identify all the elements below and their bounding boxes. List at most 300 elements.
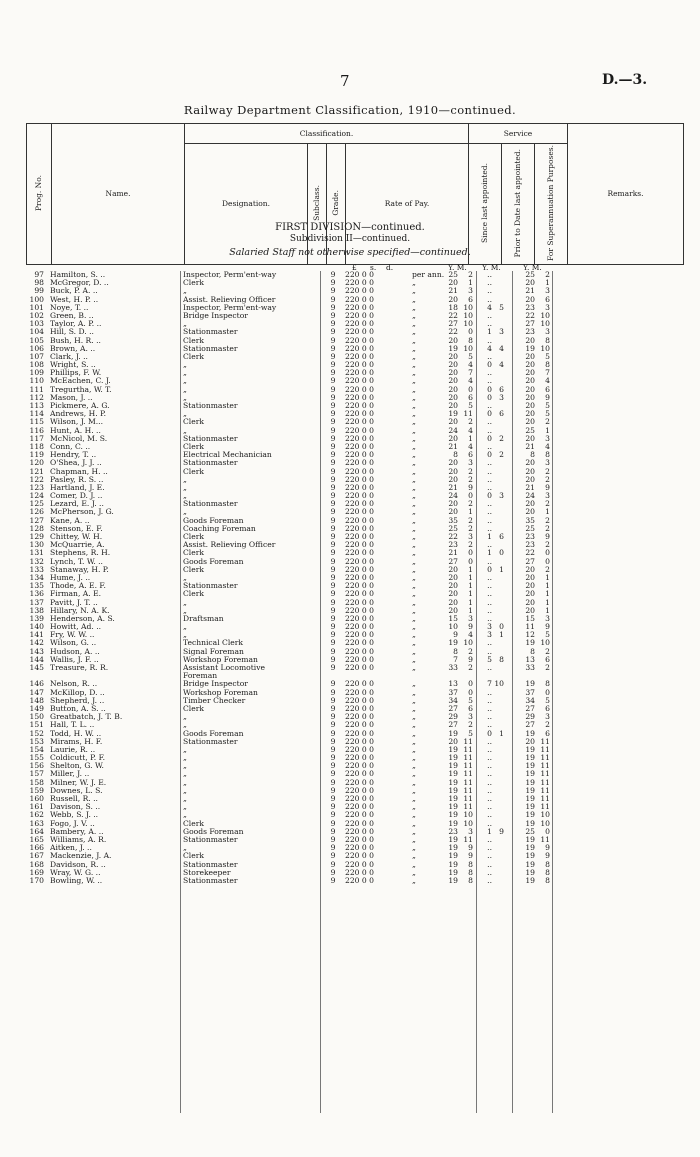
cell-super-months: 1 <box>545 507 550 517</box>
cell-rate-of-pay: 220 0 0 <box>345 302 374 312</box>
cell-pay-period: „ <box>412 589 416 599</box>
cell-prior-years: .. <box>487 466 492 476</box>
cell-super-years: 27 <box>525 556 535 566</box>
cell-super-months: 11 <box>540 785 550 795</box>
cell-prior-months: 0 <box>499 548 504 558</box>
cell-designation: „ <box>183 369 187 378</box>
cell-super-years: 19 <box>525 859 535 869</box>
cell-rate-of-pay: 220 0 0 <box>345 278 374 288</box>
cell-designation: Clerk <box>183 336 204 345</box>
cell-super-months: 3 <box>545 302 550 312</box>
cell-prog-no: 137 <box>29 597 44 607</box>
cell-prog-no: 102 <box>29 310 44 320</box>
cell-prog-no: 108 <box>29 360 44 370</box>
cell-designation: Clerk <box>183 704 204 713</box>
cell-service-months: 0 <box>468 556 473 566</box>
cell-prior-years: .. <box>487 646 492 656</box>
cell-rate-of-pay: 220 0 0 <box>345 867 374 877</box>
cell-service-years: 19 <box>448 785 458 795</box>
cell-designation: „ <box>183 803 187 812</box>
cell-super-years: 19 <box>525 802 535 812</box>
cell-service-months: 2 <box>468 466 473 476</box>
cell-service-years: 13 <box>448 679 458 689</box>
cell-designation: Stationmaster <box>183 402 238 410</box>
cell-prog-no: 160 <box>29 794 44 803</box>
cell-pay-period: „ <box>412 425 416 435</box>
cell-super-months: 3 <box>545 286 550 296</box>
cell-name: McEachen, C. J. <box>50 377 111 386</box>
cell-prog-no: 111 <box>29 384 44 394</box>
cell-service-months: 3 <box>468 826 473 836</box>
cell-super-years: 22 <box>525 310 535 320</box>
cell-super-months: 10 <box>540 310 550 320</box>
cell-prog-no: 129 <box>29 532 44 541</box>
cell-rate-of-pay: 220 0 0 <box>345 834 374 844</box>
cell-designation: Clerk <box>183 352 204 361</box>
cell-pay-period: „ <box>412 834 416 844</box>
cell-service-years: 19 <box>448 859 458 869</box>
cell-service-months: 1 <box>468 589 473 599</box>
cell-prog-no: 104 <box>29 327 44 337</box>
cell-prog-no: 153 <box>29 736 44 746</box>
cell-prior-years: .. <box>487 589 492 599</box>
cell-prog-no: 165 <box>29 834 44 844</box>
cell-pay-period: „ <box>412 851 416 861</box>
cell-grade: 9 <box>330 507 336 517</box>
cell-name: Thode, A. E. F. <box>50 582 106 591</box>
cell-pay-period: „ <box>412 392 416 402</box>
cell-designation: Clerk <box>183 852 204 861</box>
cell-rate-of-pay: 220 0 0 <box>345 597 374 607</box>
cell-designation: Workshop Foreman <box>183 655 258 664</box>
cell-prog-no: 110 <box>29 376 44 386</box>
cell-prior-years: .. <box>487 270 492 279</box>
cell-service-months: 0 <box>468 687 473 697</box>
header-grade: Grade. <box>327 144 346 265</box>
cell-prior-years: 0 <box>487 384 492 394</box>
cell-service-months: 7 <box>468 368 473 378</box>
cell-super-years: 21 <box>525 482 535 492</box>
cell-service-months: 2 <box>468 499 473 509</box>
cell-name: Comer, D. J. .. <box>50 492 103 501</box>
cell-prog-no: 151 <box>29 720 44 730</box>
cell-service-years: 20 <box>448 278 458 288</box>
cell-prior-years: .. <box>487 507 492 517</box>
cell-name: Tregurtha, W. T. <box>50 385 112 394</box>
cell-grade: 9 <box>330 310 336 320</box>
cell-service-years: 19 <box>448 802 458 812</box>
cell-prog-no: 139 <box>29 613 44 623</box>
cell-service-years: 19 <box>448 343 458 353</box>
cell-name: O'Shea, J. J. .. <box>50 459 102 468</box>
cell-service-months: 11 <box>463 769 473 779</box>
cell-rate-of-pay: 220 0 0 <box>345 327 374 337</box>
cell-service-months: 4 <box>468 360 473 370</box>
cell-prior-years: .. <box>487 867 492 877</box>
cell-prior-months: 10 <box>494 679 504 689</box>
cell-name: Wilson, G. .. <box>50 639 97 648</box>
cell-super-years: 23 <box>525 302 535 312</box>
cell-super-months: 10 <box>540 319 550 329</box>
cell-super-years: 21 <box>525 286 535 296</box>
cell-prog-no: 150 <box>29 712 44 722</box>
cell-prior-years: .. <box>487 695 492 705</box>
cell-name: Wilson, J. M... <box>50 418 104 427</box>
cell-prior-years: .. <box>487 515 492 525</box>
cell-super-years: 19 <box>525 761 535 771</box>
cell-prog-no: 162 <box>29 810 44 820</box>
cell-service-years: 22 <box>448 310 458 320</box>
cell-designation: Stationmaster <box>183 835 238 844</box>
cell-designation: „ <box>183 385 187 394</box>
cell-super-months: 0 <box>545 556 550 566</box>
cell-service-months: 1 <box>468 572 473 582</box>
cell-grade: 9 <box>330 278 336 288</box>
cell-service-years: 20 <box>448 458 458 468</box>
cell-pay-period: „ <box>412 335 416 345</box>
cell-service-months: 0 <box>468 679 473 689</box>
cell-service-months: 2 <box>468 270 473 279</box>
cell-pay-period: „ <box>412 433 416 443</box>
cell-designation: Goods Foreman <box>183 827 244 836</box>
cell-designation: „ <box>183 754 187 763</box>
cell-super-months: 2 <box>545 646 550 656</box>
cell-name: Mirams, H. F. <box>50 737 103 746</box>
cell-super-years: 20 <box>525 507 535 517</box>
cell-service-years: 8 <box>453 646 458 656</box>
cell-rate-of-pay: 220 0 0 <box>345 794 374 803</box>
cell-grade: 9 <box>330 270 336 279</box>
cell-service-months: 0 <box>468 548 473 558</box>
cell-prog-no: 114 <box>29 409 44 419</box>
cell-designation: „ <box>183 770 187 779</box>
cell-super-months: 3 <box>545 613 550 623</box>
cell-service-years: 19 <box>448 843 458 853</box>
cell-service-years: 21 <box>448 286 458 296</box>
cell-grade: 9 <box>330 785 336 795</box>
cell-grade: 9 <box>330 654 336 664</box>
cell-designation: Stationmaster <box>183 582 238 591</box>
cell-grade: 9 <box>330 728 336 738</box>
cell-super-months: 1 <box>545 581 550 591</box>
cell-name: Miller, J. .. <box>50 770 90 779</box>
cell-designation: „ <box>183 393 187 402</box>
cell-rate-of-pay: 220 0 0 <box>345 769 374 779</box>
cell-pay-period: „ <box>412 761 416 771</box>
cell-prior-years: 0 <box>487 450 492 460</box>
cell-service-years: 20 <box>448 360 458 370</box>
cell-super-years: 19 <box>525 875 535 885</box>
cell-service-months: 6 <box>468 450 473 460</box>
cell-service-years: 20 <box>448 581 458 591</box>
cell-designation: Clerk <box>183 565 204 574</box>
cell-grade: 9 <box>330 360 336 370</box>
page-reference: D.—3. <box>602 72 648 88</box>
cell-designation: Technical Clerk <box>183 639 244 648</box>
cell-super-years: 20 <box>525 736 535 746</box>
cell-grade: 9 <box>330 859 336 869</box>
cell-grade: 9 <box>330 769 336 779</box>
cell-super-months: 8 <box>545 360 550 370</box>
cell-prior-years: .. <box>487 703 492 713</box>
cell-name: Pavitt, J. T. .. <box>50 598 98 607</box>
cell-prog-no: 97 <box>34 270 44 279</box>
cell-prog-no: 166 <box>29 843 44 853</box>
cell-service-months: 1 <box>468 433 473 443</box>
cell-super-years: 20 <box>525 360 535 370</box>
cell-grade: 9 <box>330 720 336 730</box>
cell-service-years: 34 <box>448 695 458 705</box>
cell-service-months: 2 <box>468 663 473 672</box>
cell-prior-years: .. <box>487 744 492 754</box>
cell-prior-months: 1 <box>499 630 504 640</box>
cell-grade: 9 <box>330 491 336 501</box>
cell-name: Chapman, H. .. <box>50 467 108 476</box>
cell-name: Mackenzie, J. A. <box>50 852 112 861</box>
cell-service-years: 20 <box>448 384 458 394</box>
cell-designation: Bridge Inspector <box>183 311 248 320</box>
cell-designation: Clerk <box>183 279 204 288</box>
cell-grade: 9 <box>330 474 336 484</box>
cell-service-years: 21 <box>448 441 458 451</box>
cell-service-months: 11 <box>463 777 473 787</box>
cell-service-years: 27 <box>448 720 458 730</box>
cell-service-years: 22 <box>448 532 458 541</box>
cell-grade: 9 <box>330 638 336 648</box>
cell-name: Buck, P. A. .. <box>50 287 98 296</box>
cell-service-years: 20 <box>448 401 458 410</box>
cell-prior-years: 0 <box>487 409 492 419</box>
cell-rate-of-pay: 220 0 0 <box>345 335 374 345</box>
cell-super-months: 6 <box>545 703 550 713</box>
cell-pay-period: „ <box>412 343 416 353</box>
cell-prog-no: 127 <box>29 515 44 525</box>
cell-designation: „ <box>183 410 187 419</box>
cell-super-months: 9 <box>545 532 550 541</box>
cell-service-years: 27 <box>448 319 458 329</box>
cell-rate-of-pay: 220 0 0 <box>345 482 374 492</box>
cell-super-months: 8 <box>545 875 550 885</box>
cell-designation: Coaching Foreman <box>183 524 256 533</box>
cell-pay-period: „ <box>412 663 416 672</box>
cell-super-months: 9 <box>545 482 550 492</box>
cell-rate-of-pay: 220 0 0 <box>345 401 374 410</box>
cell-super-months: 2 <box>545 474 550 484</box>
cell-prior-months: 1 <box>499 728 504 738</box>
cell-grade: 9 <box>330 343 336 353</box>
cell-rate-of-pay: 220 0 0 <box>345 777 374 787</box>
cell-service-years: 9 <box>453 630 458 640</box>
cell-super-months: 0 <box>545 687 550 697</box>
cell-super-years: 20 <box>525 589 535 599</box>
cell-super-years: 20 <box>525 597 535 607</box>
cell-name: Coldicutt, P. F. <box>50 754 106 763</box>
cell-service-months: 1 <box>468 605 473 615</box>
cell-grade: 9 <box>330 761 336 771</box>
cell-super-months: 1 <box>545 589 550 599</box>
cell-service-years: 19 <box>448 875 458 885</box>
cell-pay-period: „ <box>412 556 416 566</box>
cell-name: Andrews, H. P. <box>50 410 107 419</box>
cell-service-months: 2 <box>468 720 473 730</box>
cell-prior-years: .. <box>487 843 492 853</box>
cell-super-months: 5 <box>545 409 550 419</box>
cell-designation: Goods Foreman <box>183 557 244 566</box>
cell-designation: Foreman <box>183 672 218 681</box>
cell-service-years: 20 <box>448 507 458 517</box>
cell-name: Wray, W. G. .. <box>50 868 101 877</box>
cell-pay-period: „ <box>412 286 416 296</box>
cell-grade: 9 <box>330 753 336 763</box>
cell-prog-no: 147 <box>29 687 44 697</box>
cell-prior-years: .. <box>487 368 492 378</box>
cell-prior-years: .. <box>487 736 492 746</box>
cell-grade: 9 <box>330 843 336 853</box>
cell-rate-of-pay: 220 0 0 <box>345 466 374 476</box>
cell-service-years: 19 <box>448 777 458 787</box>
unit-pound: £ <box>352 263 357 272</box>
cell-grade: 9 <box>330 777 336 787</box>
cell-super-months: 8 <box>545 679 550 689</box>
cell-prog-no: 105 <box>29 335 44 345</box>
cell-pay-period: „ <box>412 794 416 803</box>
cell-designation: „ <box>183 483 187 492</box>
cell-pay-period: „ <box>412 753 416 763</box>
cell-super-months: 0 <box>545 826 550 836</box>
cell-prog-no: 163 <box>29 818 44 828</box>
cell-service-months: 11 <box>463 753 473 763</box>
cell-grade: 9 <box>330 834 336 844</box>
cell-service-months: 11 <box>463 744 473 754</box>
cell-rate-of-pay: 220 0 0 <box>345 695 374 705</box>
cell-service-months: 6 <box>468 294 473 304</box>
cell-super-years: 19 <box>525 785 535 795</box>
cell-prior-years: .. <box>487 556 492 566</box>
cell-super-years: 23 <box>525 327 535 337</box>
cell-rate-of-pay: 220 0 0 <box>345 310 374 320</box>
cell-super-years: 25 <box>525 425 535 435</box>
cell-grade: 9 <box>330 703 336 713</box>
cell-service-months: 4 <box>468 441 473 451</box>
cell-name: Bush, H. R. .. <box>50 336 101 345</box>
cell-pay-period: „ <box>412 540 416 550</box>
cell-pay-period: „ <box>412 736 416 746</box>
cell-super-months: 11 <box>540 777 550 787</box>
cell-grade: 9 <box>330 712 336 722</box>
cell-service-years: 20 <box>448 605 458 615</box>
cell-prog-no: 169 <box>29 867 44 877</box>
cell-service-months: 5 <box>468 351 473 361</box>
cell-rate-of-pay: 220 0 0 <box>345 507 374 517</box>
cell-service-months: 6 <box>468 392 473 402</box>
cell-rate-of-pay: 220 0 0 <box>345 441 374 451</box>
cell-rate-of-pay: 220 0 0 <box>345 548 374 558</box>
cell-name: Chittey, W. H. <box>50 533 103 541</box>
cell-designation: Assist. Relieving Officer <box>183 295 276 304</box>
cell-prog-no: 115 <box>29 417 44 427</box>
cell-name: Treasure, R. R. <box>50 664 109 672</box>
cell-name: Hillary, N. A. K. <box>50 606 110 615</box>
cell-service-years: 20 <box>448 351 458 361</box>
cell-pay-period: „ <box>412 482 416 492</box>
cell-prog-no: 116 <box>29 425 44 435</box>
cell-designation: „ <box>183 598 187 607</box>
cell-super-months: 7 <box>545 368 550 378</box>
cell-prog-no: 134 <box>29 572 44 582</box>
cell-prog-no: 103 <box>29 319 44 329</box>
cell-prog-no: 106 <box>29 343 44 353</box>
cell-name: Hartland, J. E. <box>50 483 105 492</box>
cell-pay-period: „ <box>412 712 416 722</box>
cell-super-years: 35 <box>525 515 535 525</box>
cell-prog-no: 141 <box>29 630 44 640</box>
cell-pay-period: „ <box>412 319 416 329</box>
cell-service-years: 20 <box>448 499 458 509</box>
cell-super-months: 2 <box>545 515 550 525</box>
cell-grade: 9 <box>330 319 336 329</box>
cell-designation: Workshop Foreman <box>183 688 258 697</box>
unit-service-ym: Y. M. <box>448 263 467 272</box>
cell-rate-of-pay: 220 0 0 <box>345 744 374 754</box>
unit-prior-ym: Y. M. <box>482 263 501 272</box>
cell-grade: 9 <box>330 482 336 492</box>
cell-pay-period: „ <box>412 515 416 525</box>
table-row <box>0 664 700 672</box>
cell-rate-of-pay: 220 0 0 <box>345 409 374 419</box>
cell-name: Wallis, J. F. .. <box>50 655 99 664</box>
cell-super-months: 8 <box>545 859 550 869</box>
cell-pay-period: „ <box>412 401 416 410</box>
cell-service-months: 11 <box>463 736 473 746</box>
cell-name: Phillips, F. W. <box>50 369 102 378</box>
cell-service-months: 9 <box>468 622 473 632</box>
cell-rate-of-pay: 220 0 0 <box>345 663 374 672</box>
cell-name: Firman, A. E. <box>50 590 102 599</box>
cell-name: Shepherd, J. .. <box>50 696 105 705</box>
cell-prior-years: .. <box>487 761 492 771</box>
cell-name: Davidson, R. .. <box>50 860 106 869</box>
cell-name: West, H. P. .. <box>50 295 99 304</box>
cell-grade: 9 <box>330 695 336 705</box>
cell-super-months: 11 <box>540 834 550 844</box>
cell-pay-period: „ <box>412 417 416 427</box>
header-subclass: Subclass. <box>308 144 327 265</box>
cell-designation: Clerk <box>183 533 204 541</box>
cell-super-months: 6 <box>545 728 550 738</box>
header-name: Name. <box>52 124 185 265</box>
cell-service-years: 19 <box>448 761 458 771</box>
cell-service-months: 11 <box>463 834 473 844</box>
cell-name: Williams, A. R. <box>50 835 107 844</box>
cell-service-years: 20 <box>448 597 458 607</box>
cell-designation: „ <box>183 745 187 754</box>
cell-prog-no: 98 <box>34 278 44 288</box>
cell-service-years: 8 <box>453 450 458 460</box>
cell-grade: 9 <box>330 523 336 533</box>
cell-name: Fry, W. W. .. <box>50 631 95 640</box>
cell-service-months: 1 <box>468 581 473 591</box>
cell-grade: 9 <box>330 335 336 345</box>
cell-name: Todd, H. W. .. <box>50 729 102 738</box>
cell-rate-of-pay: 220 0 0 <box>345 679 374 689</box>
cell-service-years: 20 <box>448 736 458 746</box>
cell-pay-period: „ <box>412 466 416 476</box>
cell-prior-years: 0 <box>487 360 492 370</box>
header-superannuation: For Superannuation Purposes. <box>535 144 568 265</box>
cell-prog-no: 155 <box>29 753 44 763</box>
cell-name: Lynch, T. W. .. <box>50 557 103 566</box>
cell-prior-years: 1 <box>487 327 492 337</box>
